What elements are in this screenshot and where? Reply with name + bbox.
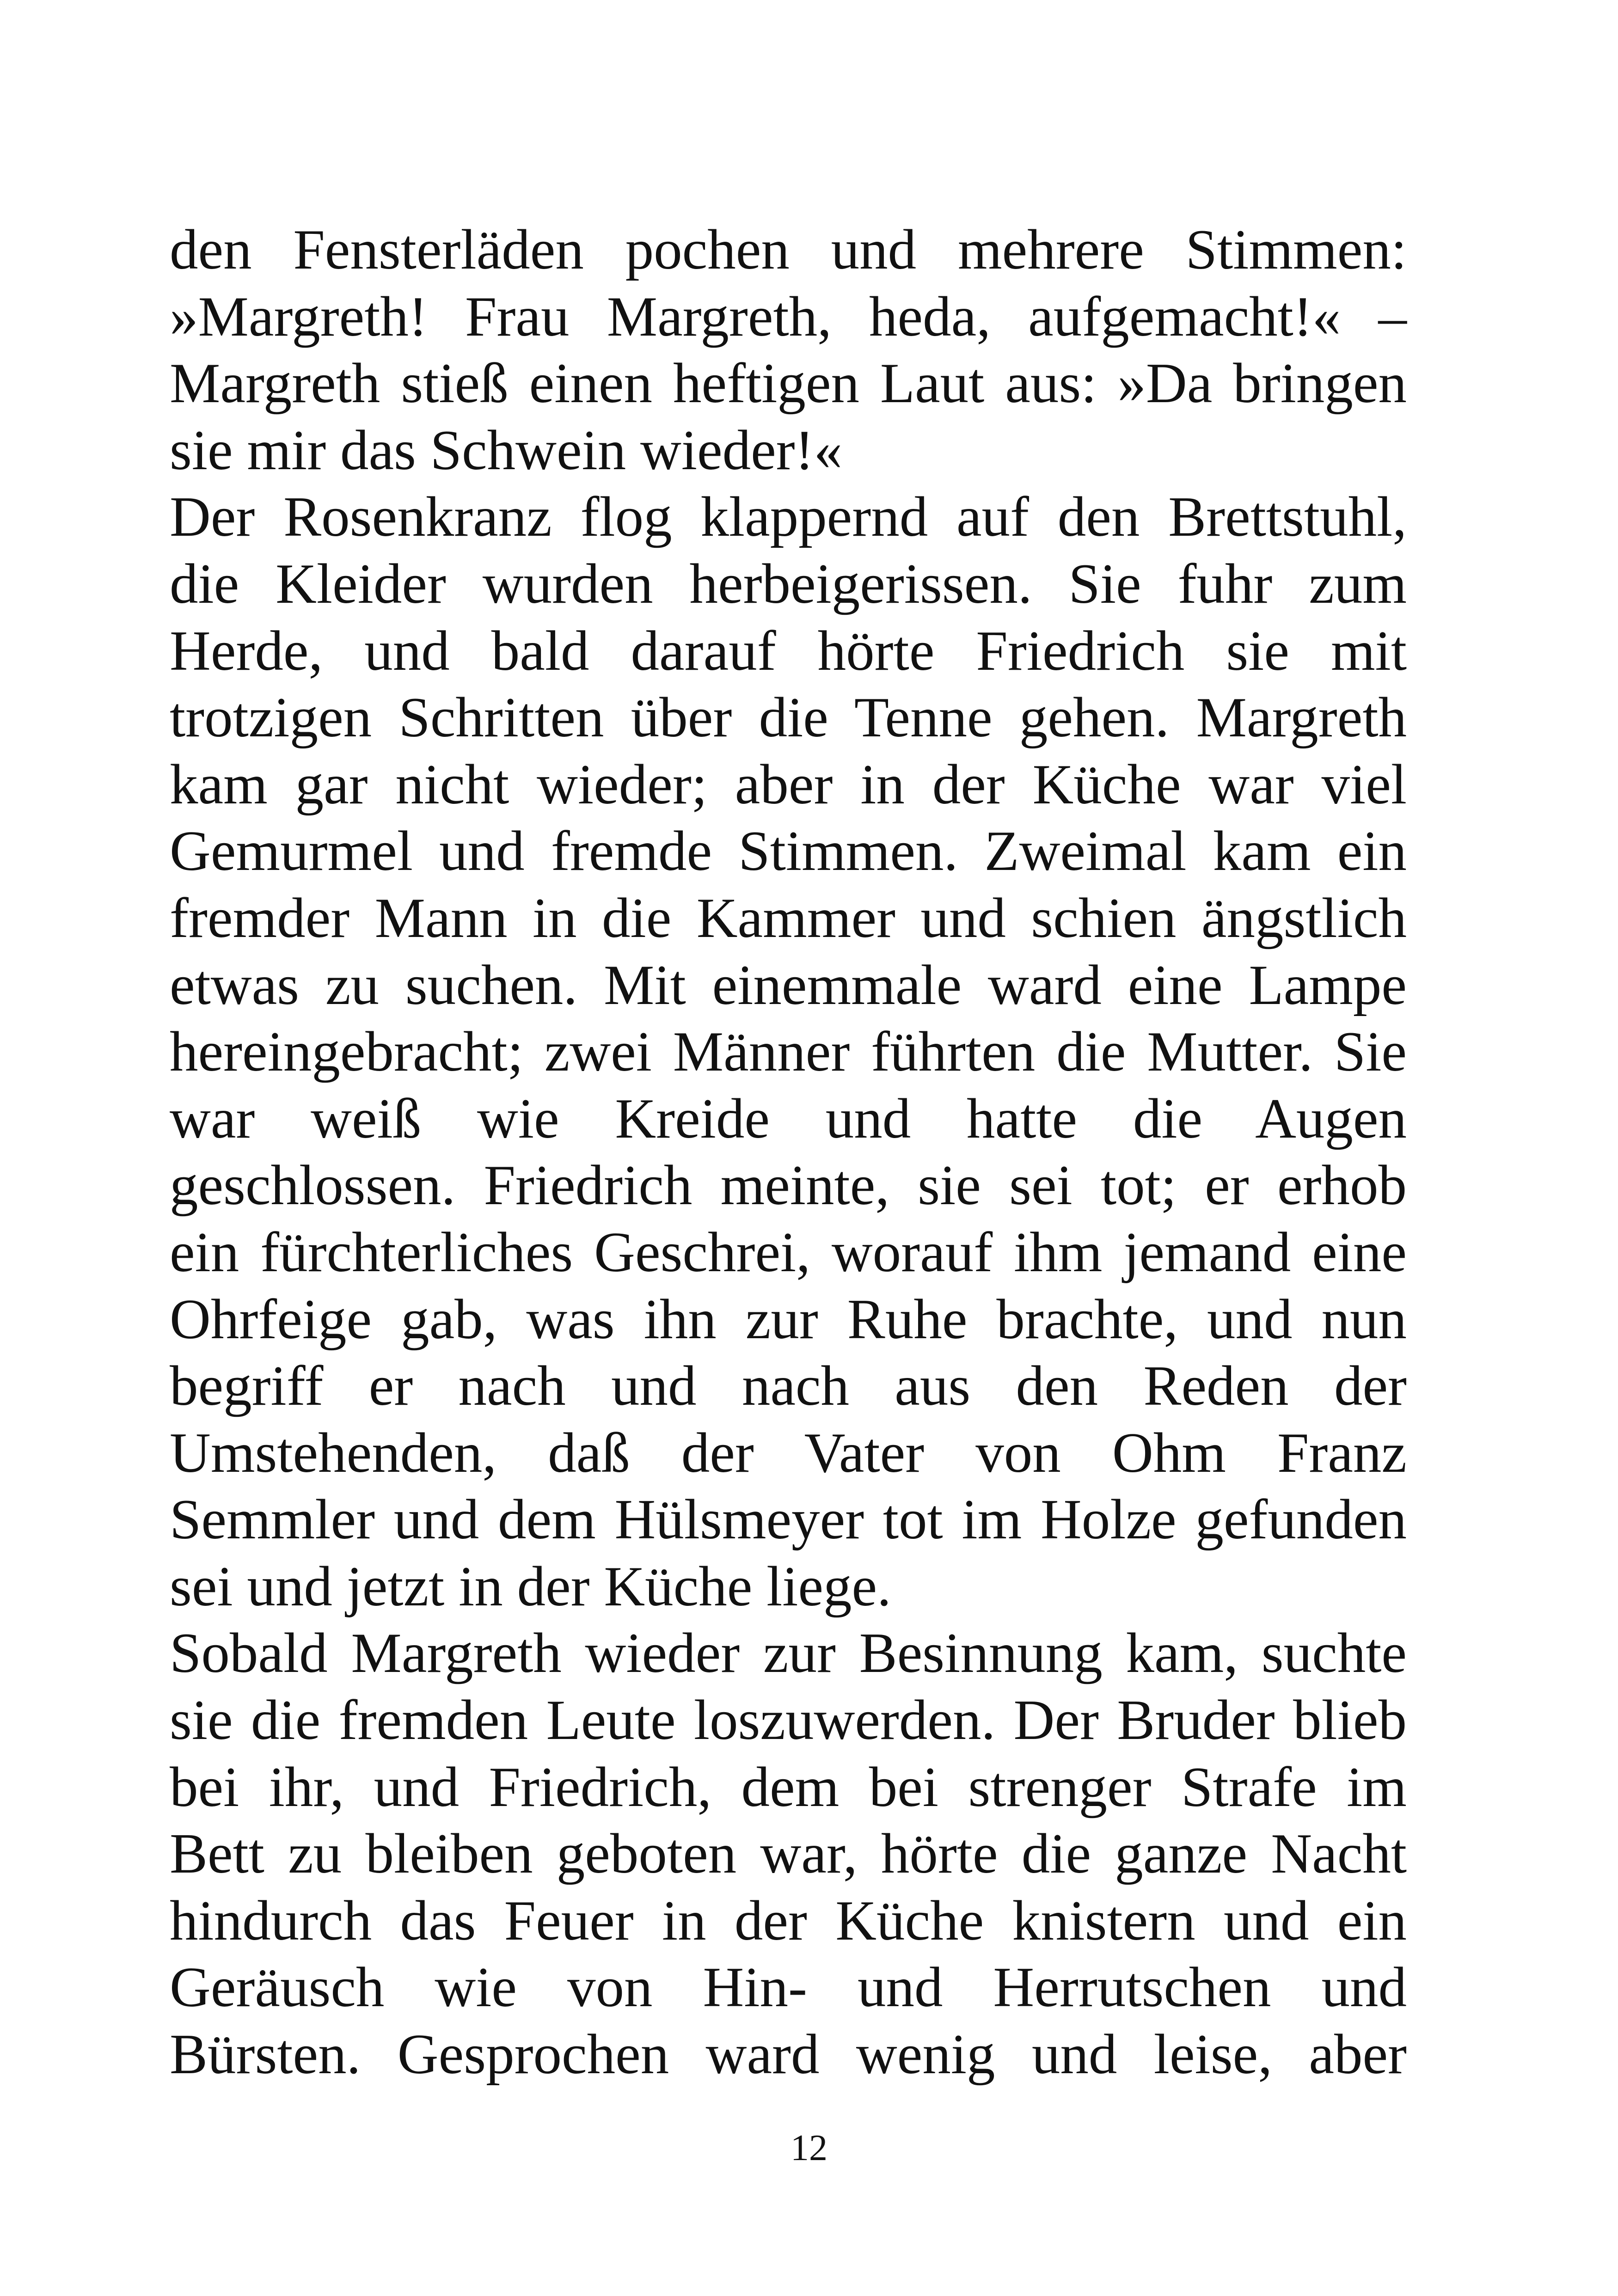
body-text <box>170 216 1407 2088</box>
text-line: den Fensterläden pochen und mehrere Stimmen: <box>170 218 1407 281</box>
text-line: Ohrfeige gab, was ihn zur Ruhe brachte, und nun <box>170 1287 1407 1351</box>
page-number: 12 <box>791 2128 827 2168</box>
text-line: begriff er nach und nach aus den Reden der <box>170 1354 1407 1418</box>
text-line: sei und jetzt in der Küche liege. <box>170 1554 891 1618</box>
text-line: Gemurmel und fremde Stimmen. Zweimal kam ein <box>170 819 1407 883</box>
text-line: Geräusch wie von Hin- und Herrutschen und <box>170 1955 1407 2019</box>
text-line: Bett zu bleiben geboten war, hörte die ganze Nacht <box>170 1822 1407 1886</box>
text-line: kam gar nicht wieder; aber in der Küche war viel <box>170 752 1407 816</box>
text-line: war weiß wie Kreide und hatte die Augen <box>170 1086 1407 1150</box>
text-line: die Kleider wurden herbeigerissen. Sie fuhr zum <box>170 551 1407 615</box>
text-line: bei ihr, und Friedrich, dem bei strenger Strafe im <box>170 1755 1407 1818</box>
text-line: hereingebracht; zwei Männer führten die Mutter. Sie <box>170 1020 1407 1084</box>
text-line: geschlossen. Friedrich meinte, sie sei tot; er erhob <box>170 1153 1407 1217</box>
text-line: Sobald Margreth wieder zur Besinnung kam, suchte <box>170 1621 1407 1685</box>
text-line: Semmler und dem Hülsmeyer tot im Holze gefunden <box>170 1488 1407 1551</box>
text-line: Margreth stieß einen heftigen Laut aus: »Da bringen <box>170 351 1407 415</box>
text-line: Bürsten. Gesprochen ward wenig und leise, aber <box>170 2022 1407 2086</box>
text-line: hindurch das Feuer in der Küche knistern und ein <box>170 1888 1407 1952</box>
text-line: Herde, und bald darauf hörte Friedrich sie mit <box>170 618 1407 682</box>
text-line: Umstehenden, daß der Vater von Ohm Franz <box>170 1420 1407 1484</box>
text-line: Der Rosenkranz flog klappernd auf den Brettstuhl, <box>170 485 1407 549</box>
text-line: trotzigen Schritten über die Tenne gehen. Margreth <box>170 686 1407 749</box>
text-line: ein fürchterliches Geschrei, worauf ihm jemand eine <box>170 1220 1407 1284</box>
text-line: fremder Mann in die Kammer und schien ängstlich <box>170 886 1407 949</box>
text-line: sie mir das Schwein wieder!« <box>170 418 843 482</box>
text-line: etwas zu suchen. Mit einemmale ward eine Lampe <box>170 953 1407 1016</box>
text-line: »Margreth! Frau Margreth, heda, aufgemacht!« – <box>170 284 1407 348</box>
text-line: sie die fremden Leute loszuwerden. Der Bruder blieb <box>170 1688 1407 1752</box>
